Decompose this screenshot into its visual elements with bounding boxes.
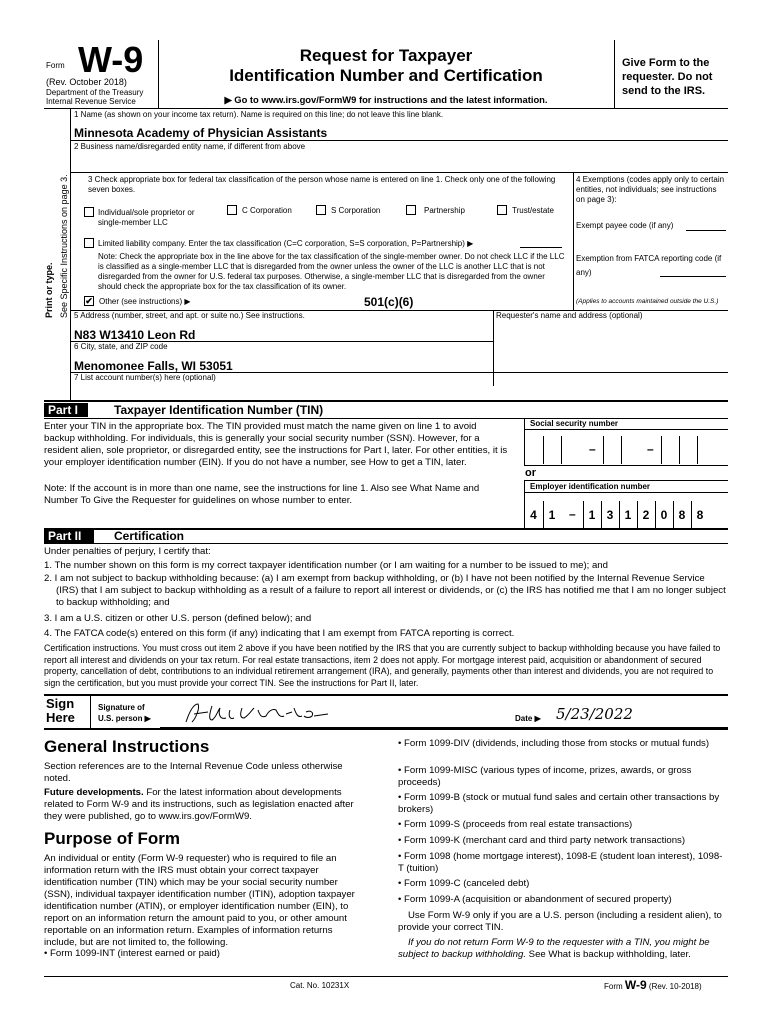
or-label: or xyxy=(525,467,536,479)
fatca-label: Exemption from FATCA reporting code (if any) xyxy=(576,254,722,277)
general-p1: Section references are to the Internal Revenue Code unless otherwise noted. xyxy=(44,761,343,784)
label-c-corp: C Corporation xyxy=(242,206,292,215)
bullet-1099-b: • Form 1099-B (stock or mutual fund sales and certain other transactions by brokers) xyxy=(398,792,720,815)
part2-intro: Under penalties of perjury, I certify that: xyxy=(44,546,211,557)
line5-label: 5 Address (number, street, and apt. or suite no.) See instructions. xyxy=(74,311,305,320)
name-field[interactable]: Minnesota Academy of Physician Assistants xyxy=(74,126,328,140)
exempt-payee-label: Exempt payee code (if any) xyxy=(576,221,674,230)
line1-label: 1 Name (as shown on your income tax return). Name is required on this line; do not leave this line blank. xyxy=(74,110,444,119)
title-line1: Request for Taxpayer xyxy=(299,46,473,65)
purpose-heading: Purpose of Form xyxy=(44,829,181,848)
cert-item-1: 1. The number shown on this form is my correct taxpayer identification number (or I am waiting for a number to be issued to me); and xyxy=(44,560,608,571)
account-numbers-field[interactable] xyxy=(70,386,728,400)
cert-instructions: Certification instructions. You must cross out item 2 above if you have been notified by the IRS that you are currently subject to backup withholding because you have failed to report all interest and dividends on your tax return. For real estate transactions, item 2 does not apply. For mortgage interest paid, acquisition or abandonment of secured property, cancellation of debt, contributions to an individual retirement arrangement (IRA), and generally, payments other than interest and dividends, you are not required to sign the certification, but you must provide your correct TIN. See the instructions for Part II, later. xyxy=(44,643,721,688)
line3-label: 3 Check appropriate box for federal tax classification of the person whose name is entered on line 1. Check only one of the following seven boxes. xyxy=(88,175,556,194)
requester-label: Requester's name and address (optional) xyxy=(496,311,643,320)
address-field[interactable]: N83 W13410 Leon Rd xyxy=(74,328,196,342)
ein-label: Employer identification number xyxy=(530,482,651,491)
label-trust: Trust/estate xyxy=(512,206,554,215)
bullet-1099-c: • Form 1099-C (canceled debt) xyxy=(398,878,530,889)
cat-number: Cat. No. 10231X xyxy=(290,981,350,990)
ein-field[interactable]: 4 1 – 1 3 1 2 0 8 8 xyxy=(524,493,728,529)
irs: Internal Revenue Service xyxy=(46,97,136,106)
ssn-field[interactable]: – – xyxy=(524,430,728,466)
label-individual: Individual/sole proprietor or single-member LLC xyxy=(98,208,195,227)
label-other: Other (see instructions) ▶ xyxy=(99,297,191,306)
part1-text: Enter your TIN in the appropriate box. The TIN provided must match the name given on line 1 to avoid backup withholding. For individuals, this is generally your social security number (SSN). However, for a resident alien, sole proprietor, or disregarded entity, see the instructions for Part I, later. For other entities, it is your employer identification number (EIN). If you do not have a number, see How to get a TIN, later. xyxy=(44,421,508,468)
title-line2: Identification Number and Certification xyxy=(229,66,543,85)
llc-note: Note: Check the appropriate box in the line above for the tax classification of the single-member owner. Do not check LLC if the LLC is classified as a single-member LLC that is disregarded from the owner unless the owner of the LLC is another LLC that is not disregarded from the owner for U.S. federal tax purposes. Otherwise, a single-member LLC that is disregarded from the owner should check the appropriate box for the tax classification of its owner. xyxy=(98,252,565,291)
purpose-text: An individual or entity (Form W-9 requester) who is required to file an information return with the IRS must obtain your correct taxpayer identification number (TIN) which may be your social security number (SSN), individual taxpayer identification number (ITIN), adoption taxpayer identification number (ATIN), or employer identification number (EIN), to report on an information return the amount paid to you, or other amount reportable on an information return. Examples of information returns include, but are not limited to, the following. xyxy=(44,853,355,948)
goto-instructions: ▶ Go to www.irs.gov/FormW9 for instructions and the latest information. xyxy=(224,94,548,105)
label-partnership: Partnership xyxy=(424,206,465,215)
checkbox-trust[interactable] xyxy=(497,205,507,215)
bullet-1099-s: • Form 1099-S (proceeds from real estate transactions) xyxy=(398,819,633,830)
give-form-notice: Give Form to the requester. Do not send to the IRS. xyxy=(622,57,713,97)
bullet-1099-k: • Form 1099-K (merchant card and third party network transactions) xyxy=(398,835,686,846)
cert-item-3: 3. I am a U.S. citizen or other U.S. person (defined below); and xyxy=(44,613,312,624)
date-label: Date ▶ xyxy=(515,714,541,723)
part2-title: Certification xyxy=(114,529,185,543)
revision: (Rev. October 2018) xyxy=(46,77,127,87)
backup-text: If you do not return Form W-9 to the requester with a TIN, you might be subject to backup withholding. See What is backup withholding, later. xyxy=(398,937,710,960)
checkbox-s-corp[interactable] xyxy=(316,205,326,215)
cert-item-2: 2. I am not subject to backup withholding because: (a) I am exempt from backup withholding, or (b) I have not been notified by the Internal Revenue Service (IRS) that I am subject to backup withholding as a result of a failure to report all interest or dividends, or (c) the IRS has notified me that I am no longer subject to backup withholding; and xyxy=(44,573,726,608)
fatca-field[interactable] xyxy=(660,276,726,277)
date-field[interactable]: 5/23/2022 xyxy=(556,705,633,723)
bullet-1099-int: • Form 1099-INT (interest earned or paid) xyxy=(44,948,220,959)
label-s-corp: S Corporation xyxy=(331,206,381,215)
sig-label-1: Signature of xyxy=(98,703,145,712)
checkbox-individual[interactable] xyxy=(84,207,94,217)
form-number: W-9 xyxy=(78,39,144,80)
city-state-zip-field[interactable]: Menomonee Falls, WI 53051 xyxy=(74,359,233,373)
sig-label-2: U.S. person ▶ xyxy=(98,714,151,723)
exempt-payee-field[interactable] xyxy=(686,230,726,231)
part1-label: Part I xyxy=(44,403,88,417)
checkbox-partnership[interactable] xyxy=(406,205,416,215)
label-llc: Limited liability company. Enter the tax classification (C=C corporation, S=S corporation, P=Partnership) ▶ xyxy=(98,239,474,248)
cert-item-4: 4. The FATCA code(s) entered on this form (if any) indicating that I am exempt from FATCA reporting is correct. xyxy=(44,628,515,639)
part1-title: Taxpayer Identification Number (TIN) xyxy=(114,403,324,417)
line7-label: 7 List account number(s) here (optional) xyxy=(74,373,216,382)
bullet-1099-misc: • Form 1099-MISC (various types of income, prizes, awards, or gross proceeds) xyxy=(398,765,692,788)
footer-form: Form W-9 (Rev. 10-2018) xyxy=(604,978,702,992)
checkbox-other[interactable]: ✔ xyxy=(85,296,93,306)
sign-label: Sign xyxy=(46,696,75,711)
other-field[interactable]: 501(c)(6) xyxy=(364,295,414,309)
here-label: Here xyxy=(46,710,75,725)
bullet-1099-a: • Form 1099-A (acquisition or abandonment of secured property) xyxy=(398,894,672,905)
llc-classification-field[interactable] xyxy=(520,247,562,248)
line6-label: 6 City, state, and ZIP code xyxy=(74,342,168,351)
bullet-1099-div: • Form 1099-DIV (dividends, including those from stocks or mutual funds) xyxy=(398,738,710,749)
form-word: Form xyxy=(46,61,65,70)
bullet-1098: • Form 1098 (home mortgage interest), 1098-E (student loan interest), 1098-T (tuition) xyxy=(398,851,723,874)
sidebar-print: Print or type. xyxy=(44,262,54,318)
checkbox-c-corp[interactable] xyxy=(227,205,237,215)
ssn-label: Social security number xyxy=(530,419,619,428)
future-developments: Future developments. For the latest information about developments related to Form W-9 and its instructions, such as legislation enacted after they were published, go to www.irs.gov/FormW9. xyxy=(44,787,354,822)
use-text: Use Form W-9 only if you are a U.S. person (including a resident alien), to provide your correct TIN. xyxy=(398,910,722,933)
general-heading: General Instructions xyxy=(44,737,210,756)
checkbox-llc[interactable] xyxy=(84,238,94,248)
part2-label: Part II xyxy=(44,529,94,543)
sidebar-specific: See Specific Instructions on page 3. xyxy=(59,174,69,318)
applies-note: (Applies to accounts maintained outside the U.S.) xyxy=(576,298,719,305)
line2-label: 2 Business name/disregarded entity name, if different from above xyxy=(74,142,306,151)
line4-label: 4 Exemptions (codes apply only to certain entities, not individuals; see instructions on page 3): xyxy=(576,175,725,204)
signature-image xyxy=(168,700,368,726)
department: Department of the Treasury xyxy=(46,88,144,97)
part1-note: Note: If the account is in more than one name, see the instructions for line 1. Also see What Name and Number To Give the Requester for guidelines on whose number to enter. xyxy=(44,483,480,506)
signature-field[interactable] xyxy=(168,700,468,726)
